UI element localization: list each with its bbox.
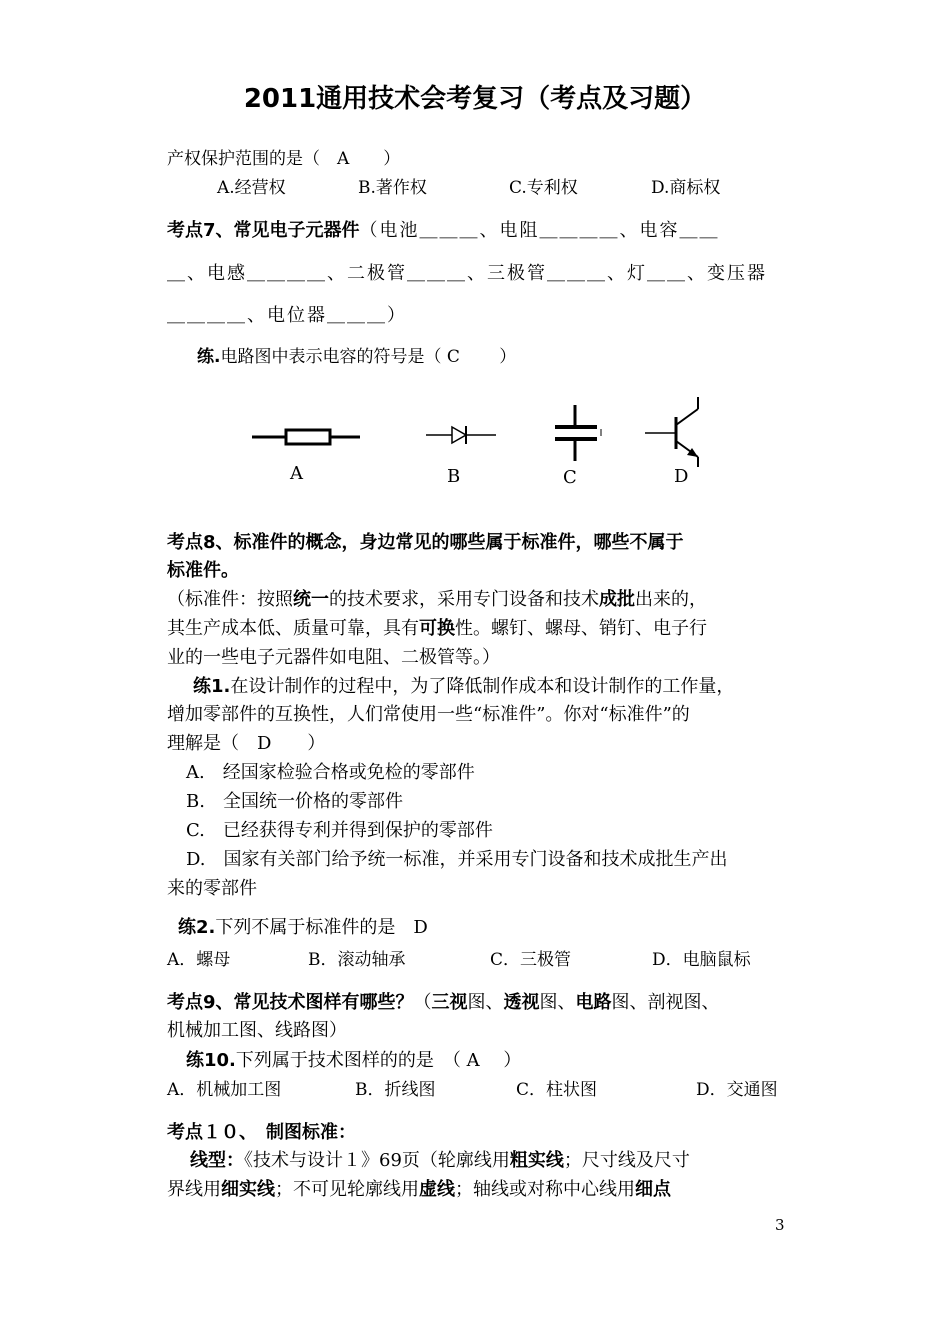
kd8-definition-line1: [167, 585, 707, 611]
kd7-line2: ＿、电感＿＿＿＿、二极管＿＿＿、三极管＿＿＿、灯＿＿、变压器: [167, 263, 767, 284]
kd9-option-d: D．交通图: [696, 1080, 778, 1100]
kd8-heading: 考点8、标准件的概念，身边常见的哪些属于标准件，哪些不属于: [167, 532, 684, 553]
kd7-list-part1: （电池＿＿＿、电阻＿＿＿＿、电容＿＿: [359, 220, 720, 241]
kd8-ex1-line3: 理解是（ D ）: [167, 733, 326, 754]
bold-term: 透视: [503, 992, 540, 1013]
line-type-label: 线型：: [190, 1150, 244, 1171]
bold-term: 粗实线: [509, 1150, 564, 1171]
symbol-label-b: B: [447, 466, 461, 487]
text-run: ；轴线或对称中心线用: [455, 1179, 635, 1200]
kd9-exercise: [186, 1046, 521, 1072]
question-stem: 产权保护范围的是（ A ）: [167, 149, 401, 169]
option-a: A.经营权: [217, 178, 286, 198]
kd9-option-c: C．柱状图: [516, 1080, 598, 1100]
kd8-ex1-option-c: C. 已经获得专利并得到保护的零部件: [186, 820, 493, 841]
page-number: 3: [775, 1216, 785, 1234]
kd8-ex2-option-c: C．三极管: [490, 950, 572, 970]
bold-term: 统一: [293, 589, 329, 610]
text-run: （: [413, 992, 432, 1013]
kd8-definition-line2: [167, 614, 707, 640]
kd8-ex2-option-d: D．电脑鼠标: [652, 950, 751, 970]
option-c: C.专利权: [509, 178, 578, 198]
kd10-line2: [167, 1175, 671, 1201]
text-run: 《技术与设计１》69页（轮廓线用: [244, 1150, 510, 1171]
exercise-label: 练10.: [186, 1050, 236, 1071]
kd8-ex2: [178, 913, 428, 939]
exercise-text: 电路图中表示电容的符号是（ C ）: [220, 347, 517, 367]
exercise-label: 练2.: [178, 917, 216, 938]
kd7-exercise: [197, 342, 516, 367]
kd7-heading: 考点7、常见电子元器件: [167, 220, 360, 241]
kd9-heading: 考点9、常见技术图样有哪些？: [167, 992, 414, 1013]
kd9-option-a: A．机械加工图: [167, 1080, 282, 1100]
option-b: B.著作权: [358, 178, 427, 198]
bold-term: 三视: [431, 992, 468, 1013]
text-run: 的技术要求，采用专门设备和技术: [329, 589, 599, 610]
text-run: 出来的，: [635, 589, 707, 610]
kd7-line3: ＿＿＿＿、电位器＿＿＿）: [167, 305, 407, 326]
option-d: D.商标权: [651, 178, 721, 198]
bold-term: 可换: [419, 618, 455, 639]
text-run: （标准件：按照: [167, 589, 293, 610]
page-title: 2011通用技术会考复习（考点及习题）: [243, 84, 707, 114]
bold-term: 细实线: [221, 1179, 275, 1200]
diode-symbol-icon: [426, 426, 496, 444]
text-run: 其生产成本低、质量可靠，具有: [167, 618, 419, 639]
kd8-ex1-line2: 增加零部件的互换性，人们常使用一些“标准件”。你对“标准件”的: [167, 704, 690, 725]
exercise-label: 练1.: [193, 676, 231, 697]
transistor-symbol-icon: [645, 397, 698, 467]
exercise-text: 下列属于技术图样的的是 （ A ）: [235, 1050, 522, 1071]
kd10-line1: [190, 1146, 690, 1172]
text-run: ；不可见轮廓线用: [275, 1179, 419, 1200]
kd8-ex1-option-d: D. 国家有关部门给予统一标准，并采用专门设备和技术成批生产出: [186, 849, 728, 870]
bold-term: 细点: [635, 1179, 671, 1200]
kd7-line1: [167, 216, 720, 242]
kd8-ex1-option-a: A. 经国家检验合格或免检的零部件: [186, 762, 475, 783]
symbol-label-a: A: [290, 463, 303, 484]
resistor-symbol-icon: [252, 430, 360, 444]
text-run: ；尺寸线及尺寸: [563, 1150, 690, 1171]
kd8-heading-cont: 标准件。: [167, 560, 239, 581]
bold-term: 虚线: [419, 1179, 455, 1200]
kd8-ex2-option-b: B．滚动轴承: [308, 950, 406, 970]
symbol-label-c: C: [563, 467, 577, 488]
kd9-line2: 机械加工图、线路图）: [167, 1020, 347, 1041]
text-run: 图、: [467, 992, 504, 1013]
kd8-ex1-option-b: B. 全国统一价格的零部件: [186, 791, 403, 812]
exercise-label: 练.: [197, 347, 221, 367]
kd8-definition-line3: 业的一些电子元器件如电阻、二极管等。）: [167, 647, 500, 668]
exercise-text: 在设计制作的过程中，为了降低制作成本和设计制作的工作量，: [230, 676, 735, 697]
capacitor-symbol-icon: [555, 405, 601, 461]
text-run: 界线用: [167, 1179, 221, 1200]
circuit-symbols-figure: [240, 385, 740, 505]
text-run: 性。螺钉、螺母、销钉、电子行: [455, 618, 707, 639]
kd8-ex1-option-d-cont: 来的零部件: [167, 878, 257, 899]
text-run: 图、: [539, 992, 576, 1013]
symbol-label-d: D: [674, 466, 689, 487]
kd8-ex2-option-a: A．螺母: [167, 950, 231, 970]
bold-term: 成批: [599, 589, 635, 610]
kd8-ex1-line1: [193, 672, 734, 698]
kd10-heading: 考点１０、 制图标准：: [167, 1122, 356, 1143]
kd9-option-b: B．折线图: [355, 1080, 436, 1100]
exercise-text: 下列不属于标准件的是 D: [215, 917, 428, 938]
kd9-line1: [167, 988, 720, 1014]
bold-term: 电路: [575, 992, 612, 1013]
text-run: 图、剖视图、: [611, 992, 720, 1013]
